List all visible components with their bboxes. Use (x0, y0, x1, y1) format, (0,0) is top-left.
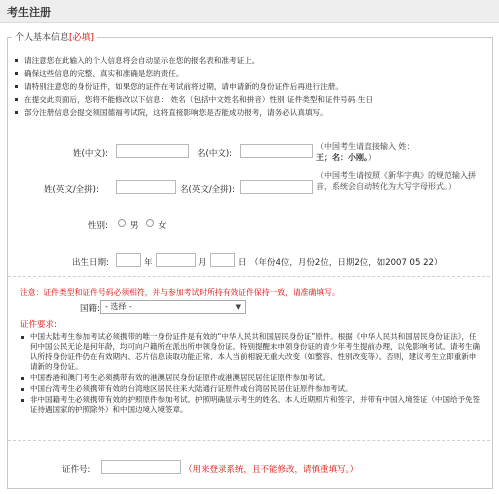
name-hint-line2 (316, 152, 491, 163)
gender-male-label: 男 (130, 221, 139, 231)
year-unit-label: 年 (144, 258, 153, 268)
pinyin-hint: （中国考生请按照《新华字典》的规范输入拼音，系统会自动转化为大写字母形式。） (316, 171, 476, 191)
divider (8, 276, 490, 277)
name-hint-line2-bold: 小刚。 (348, 153, 368, 162)
legend-bracket-open: [ (69, 33, 73, 43)
birth-day-input[interactable] (210, 253, 235, 267)
given-en-input[interactable] (240, 180, 313, 194)
surname-cn-label: 姓(中文): (73, 149, 108, 159)
gender-female-radio[interactable] (146, 219, 154, 227)
nationality-select[interactable] (100, 300, 246, 314)
id-number-label: 证件号: (62, 465, 91, 475)
name-hint-line2-prefix: 王；名： (316, 153, 348, 162)
notice-item: 在提交此页面后，您将不能修改以下信息： 姓名（包括中文姓名和拼音）性别 证件类型和证件号码 生日 (14, 93, 484, 106)
cert-requirement-item: 中国台湾考生必须携带有效的台湾地区居民往来大陆通行证原件或台湾居民居住证原件参加考试。 (20, 384, 482, 394)
cert-requirement-item: 非中国籍考生必须携带有效的护照原件参加考试。护照明确显示考生的姓名、本人近期照片和签字，并带有中国入境签证（中国给予免签证待遇国家的护照除外）和中国边境入境签章。 (20, 395, 482, 415)
surname-cn-input[interactable] (116, 144, 189, 158)
gender-label: 性别: (88, 221, 108, 231)
notice-item: 请注意您在此输入的个人信息将会自动显示在您的报名表和准考证上。 (14, 54, 484, 67)
cert-requirement-item: 中国香港和澳门考生必须携带有效的港澳居民身份证原件或港澳居民居住证原件参加考试。 (20, 373, 482, 383)
surname-en-input[interactable] (116, 180, 176, 194)
section-legend-text: 个人基本信息 (15, 33, 70, 43)
notice-item: 确保这些信息的完整、真实和准确是您的责任。 (14, 67, 484, 80)
name-hint (316, 141, 491, 163)
id-number-input[interactable] (101, 460, 181, 474)
notice-item: 请特别注意您的身份证件，如果您的证件在考试前将过期，请申请新的身份证件后再进行注册。 (14, 80, 484, 93)
notice-list (14, 54, 484, 119)
nationality-label: 国籍: (80, 304, 100, 314)
surname-en-label: 姓(英文/全拼): (44, 185, 99, 195)
given-cn-input[interactable] (240, 144, 313, 158)
gender-female-label: 女 (158, 221, 167, 231)
gender-male-radio[interactable] (118, 219, 126, 227)
birth-year-input[interactable] (116, 253, 141, 267)
legend-bracket-close: ] (90, 33, 95, 43)
given-cn-label: 名(中文): (197, 149, 232, 159)
cert-requirement-item: 中国大陆考生参加考试必须携带的唯一身份证件是有效的“中华人民共和国居民身份证”原件。根据《中华人民共和国居民身份证法》，任何中国公民无论是何年龄，均可向户籍所在派出所申领身份证。特别提醒未申领身份证的青少年考生提前办理，以免影响考试。请考生确认所持身份证件仍在有效期内、芯片信息读取功能正常、本人当前相貌无重大改变（如整容、性别改变等）。否则，建议考生立即重新申请新的身份证。 (20, 332, 482, 372)
id-number-hint: （用来登录系统，且不能修改，请慎重填写。） (184, 465, 359, 475)
name-hint-line2-suffix: ） (368, 153, 376, 162)
page-header (0, 0, 499, 23)
page-title: 考生注册 (7, 6, 51, 19)
cert-requirements-title: 证件要求: (20, 320, 57, 330)
id-warning: 注意：证件类型和证件号码必须相符，并与参加考试时所持有效证件保持一致，请准确填写。 (20, 288, 340, 297)
birth-date-hint: （年份4位，月份2位，日期2位，如2007 05 22） (250, 258, 443, 268)
name-hint-line1: （中国考生请直接输入 姓： (316, 142, 415, 151)
given-en-label: 名(英文/全拼): (180, 185, 235, 195)
birth-date-label: 出生日期: (72, 258, 109, 268)
legend-required-text: 必填 (72, 33, 91, 43)
month-unit-label: 月 (198, 258, 207, 268)
nationality-selected-value: - 选择 - (105, 302, 132, 311)
day-unit-label: 日 (238, 258, 247, 268)
chevron-down-icon: ▼ (235, 303, 241, 311)
birth-month-input[interactable] (156, 253, 196, 267)
divider (8, 440, 490, 441)
cert-requirements-list (20, 332, 482, 416)
section-legend (12, 30, 97, 43)
notice-item: 部分注册信息会提交须国德福考试院，这将直接影响您是否能成功报考，请务必认真填写。 (14, 106, 484, 119)
